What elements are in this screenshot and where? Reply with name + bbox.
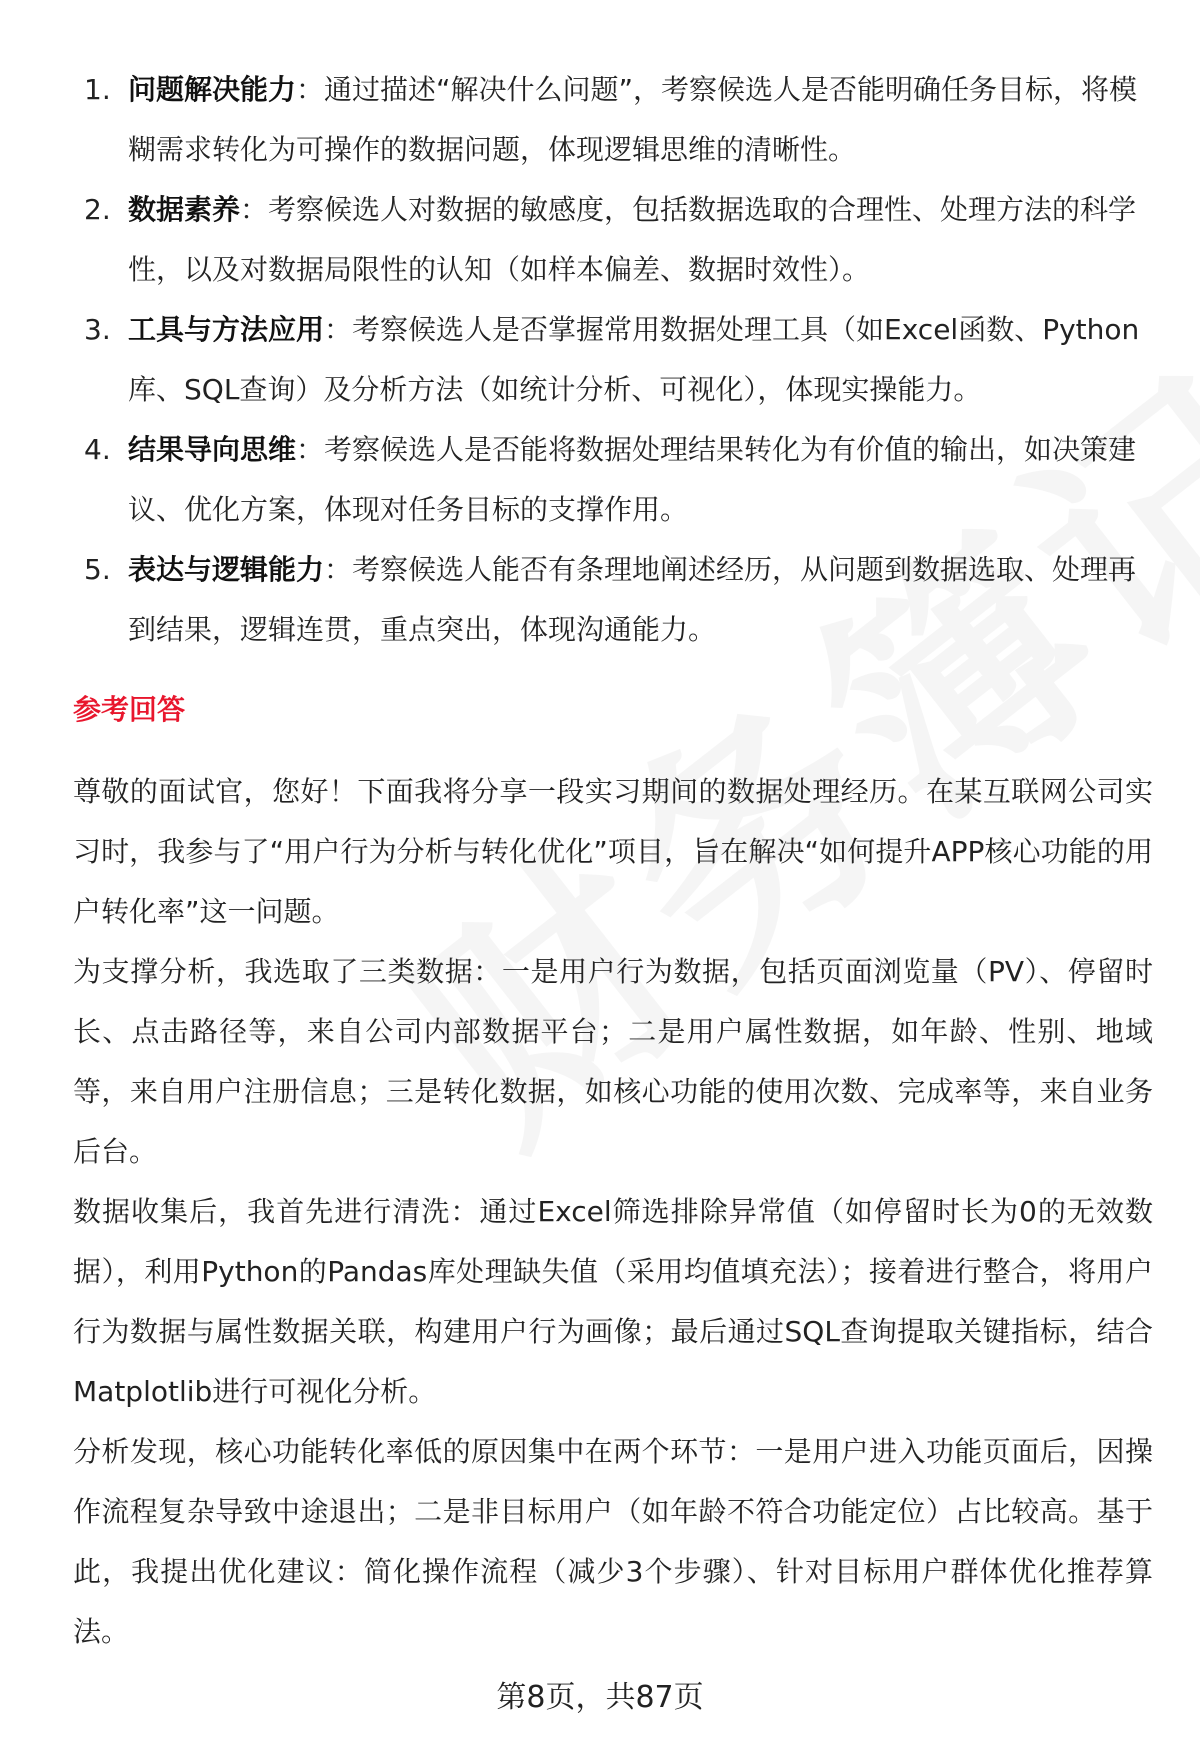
criteria-item-2	[0, 180, 1150, 300]
criteria-separator: ：	[296, 73, 325, 106]
answer-paragraph: 分析发现，核心功能转化率低的原因集中在两个环节：一是用户进入功能页面后，因操作流程复杂导致中途退出；二是非目标用户（如年龄不符合功能定位）占比较高。基于此，我提出优化建议：简化操作流程（减少3个步骤）、针对目标用户群体优化推荐算法。	[73, 1435, 1153, 1648]
criteria-separator: ：	[296, 433, 325, 466]
reference-answer-body	[73, 762, 1153, 1662]
criteria-separator: ：	[324, 553, 353, 586]
answer-paragraph: 尊敬的面试官，您好！下面我将分享一段实习期间的数据处理经历。在某互联网公司实习时，我参与了“用户行为分析与转化优化”项目，旨在解决“如何提升APP核心功能的用户转化率”这一问题。	[73, 775, 1153, 928]
criteria-text: 考察候选人能否有条理地阐述经历，从问题到数据选取、处理再到结果，逻辑连贯，重点突出，体现沟通能力。	[128, 553, 1137, 646]
criteria-number: 1.	[84, 73, 111, 106]
criteria-text: 考察候选人是否掌握常用数据处理工具（如Excel函数、Python库、SQL查询）及分析方法（如统计分析、可视化），体现实操能力。	[128, 313, 1140, 406]
criteria-title: 表达与逻辑能力	[128, 553, 325, 586]
answer-paragraph: 为支撑分析，我选取了三类数据：一是用户行为数据，包括页面浏览量（PV）、停留时长、点击路径等，来自公司内部数据平台；二是用户属性数据，如年龄、性别、地域等，来自用户注册信息；三是转化数据，如核心功能的使用次数、完成率等，来自业务后台。	[73, 955, 1153, 1168]
criteria-title: 问题解决能力	[128, 73, 297, 106]
criteria-separator: ：	[240, 193, 269, 226]
criteria-item-3	[0, 300, 1150, 420]
criteria-text: 通过描述“解决什么问题”，考察候选人是否能明确任务目标，将模糊需求转化为可操作的数据问题，体现逻辑思维的清晰性。	[128, 73, 1138, 166]
criteria-item-5	[0, 540, 1150, 660]
answer-paragraph: 数据收集后，我首先进行清洗：通过Excel筛选排除异常值（如停留时长为0的无效数据），利用Python的Pandas库处理缺失值（采用均值填充法）；接着进行整合，将用户行为数据与属性数据关联，构建用户行为画像；最后通过SQL查询提取关键指标，结合Matplotlib进行可视化分析。	[73, 1195, 1153, 1408]
criteria-title: 结果导向思维	[128, 433, 297, 466]
criteria-title: 数据素养	[128, 193, 241, 226]
criteria-item-1	[0, 60, 1150, 180]
section-title-reference-answer: 参考回答	[73, 693, 186, 726]
criteria-number: 2.	[84, 193, 111, 226]
criteria-number: 4.	[84, 433, 111, 466]
criteria-text: 考察候选人是否能将数据处理结果转化为有价值的输出，如决策建议、优化方案，体现对任务目标的支撑作用。	[128, 433, 1137, 526]
evaluation-criteria-list	[0, 60, 1200, 660]
criteria-item-4	[0, 420, 1150, 540]
criteria-separator: ：	[324, 313, 353, 346]
criteria-number: 3.	[84, 313, 111, 346]
criteria-number: 5.	[84, 553, 111, 586]
criteria-text: 考察候选人对数据的敏感度，包括数据选取的合理性、处理方法的科学性，以及对数据局限性的认知（如样本偏差、数据时效性）。	[128, 193, 1137, 286]
page-number-footer: 第8页，共87页	[496, 1680, 704, 1715]
criteria-title: 工具与方法应用	[128, 313, 325, 346]
